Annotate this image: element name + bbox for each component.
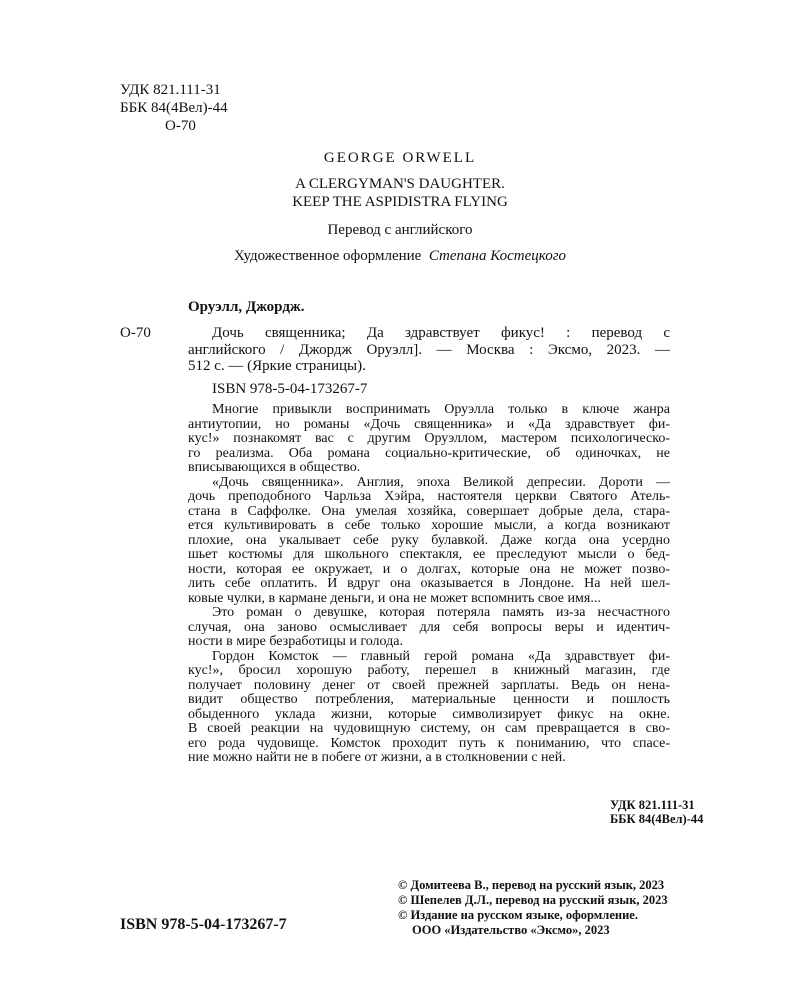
annotation-line: го реализма. Оба романа социально-критические, об одиночках, не: [188, 445, 670, 461]
bottom-udk: УДК 821.111-31: [610, 798, 695, 812]
author-name: GEORGE ORWELL: [323, 150, 477, 166]
catalog-entry-line: английского / Джордж Оруэлл]. — Москва : Эксмо, 2023. —: [188, 341, 670, 358]
bottom-bbk: ББК 84(4Вел)-44: [610, 812, 704, 826]
annotation-line: лить себе оплатить. И вдруг она оказывается в Лондоне. На ней шел-: [188, 576, 670, 591]
annotation-line: плохие, она укалывает себе руку булавкой. Даже когда она усердно: [188, 532, 670, 548]
catalog-entry-line: 512 с. — (Яркие страницы).: [188, 358, 366, 374]
annotation-line: антиутопии, но романы «Дочь священника» и «Да здравствует фи-: [188, 416, 670, 432]
annotation-line: шьет костюмы для школьного спектакля, ее преследуют мысли о бед-: [188, 547, 670, 562]
annotation-line: ности, которая ее окружает, и о долгах, которые она не может позво-: [188, 561, 670, 577]
catalog-entry-line: Дочь священника; Да здравствует фикус! : перевод с: [212, 325, 670, 341]
catalog-heading: Оруэлл, Джордж.: [188, 299, 305, 315]
annotation-line: дочь преподобного Чарльза Хэйра, настоятеля церкви Святого Атель-: [188, 489, 670, 504]
copyright-2: © Шепелев Д.Л., перевод на русский язык, 2023: [398, 893, 668, 907]
annotation-line: кус!» познакомят вас с другим Оруэллом, мастером психологическо-: [188, 431, 670, 446]
udk-code: УДК 821.111-31: [120, 82, 221, 98]
isbn-bottom: ISBN 978-5-04-173267-7: [120, 916, 287, 933]
annotation-line: Гордон Комсток — главный герой романа «Да здравствует фи-: [212, 648, 670, 664]
translation-note: Перевод с английского: [327, 222, 473, 238]
copyright-4: ООО «Издательство «Эксмо», 2023: [412, 923, 610, 937]
annotation-line: ется культивировать в себе только хорошие мысли, а когда возникают: [188, 518, 670, 533]
title-line-1: A CLERGYMAN'S DAUGHTER.: [295, 176, 505, 192]
annotation-line: кус!», бросил хорошую работу, перешел в книжный магазин, где: [188, 663, 670, 678]
annotation-line: случая, она заново осмысливает для себя вопросы веры и идентич-: [188, 619, 670, 635]
design-label: Художественное оформление: [233, 248, 422, 264]
catalog-isbn: ISBN 978-5-04-173267-7: [212, 381, 368, 397]
design-credit: [0, 248, 800, 265]
annotation-line: В своей реакции на чудовищную систему, он сам превращается в сво-: [188, 721, 670, 736]
annotation-line: Это роман о девушке, которая потеряла память из-за несчастного: [212, 605, 670, 620]
annotation-line: получает половину денег от своей прежней зарплаты. Ведь он нена-: [188, 677, 670, 693]
annotation-line: обыденного уклада жизни, которые символизирует фикус на окне.: [188, 706, 670, 722]
annotation-line: Многие привыкли воспринимать Оруэлла только в ключе жанра: [212, 402, 670, 417]
title-line-2: KEEP THE ASPIDISTRA FLYING: [292, 194, 508, 210]
author-mark: О-70: [165, 118, 196, 134]
annotation-line: видит общество потребления, материальные ценности и пошлость: [188, 692, 670, 707]
annotation-line: стана в Саффолке. Она умелая хозяйка, совершает добрые дела, стара-: [188, 503, 670, 519]
annotation-line: ние можно найти не в побеге от жизни, а в столкновении с ней.: [188, 750, 566, 765]
design-artist: Степана Костецкого: [428, 248, 567, 264]
copyright-1: © Домитеева В., перевод на русский язык, 2023: [398, 878, 665, 892]
annotation-line: «Дочь священника». Англия, эпоха Великой депресии. Дороти —: [212, 474, 670, 490]
copyright-3: © Издание на русском языке, оформление.: [398, 908, 638, 922]
catalog-mark: О-70: [120, 325, 151, 341]
bbk-code: ББК 84(4Вел)-44: [120, 100, 228, 116]
annotation-line: вписывающихся в общество.: [188, 460, 361, 475]
annotation-line: его рода чудовище. Комсток проходит путь к пониманию, что спасе-: [188, 735, 670, 751]
annotation-line: ковые чулки, в кармане деньги, и она не может вспомнить свое имя...: [188, 590, 601, 606]
annotation-line: ности в мире безработицы и голода.: [188, 634, 403, 649]
